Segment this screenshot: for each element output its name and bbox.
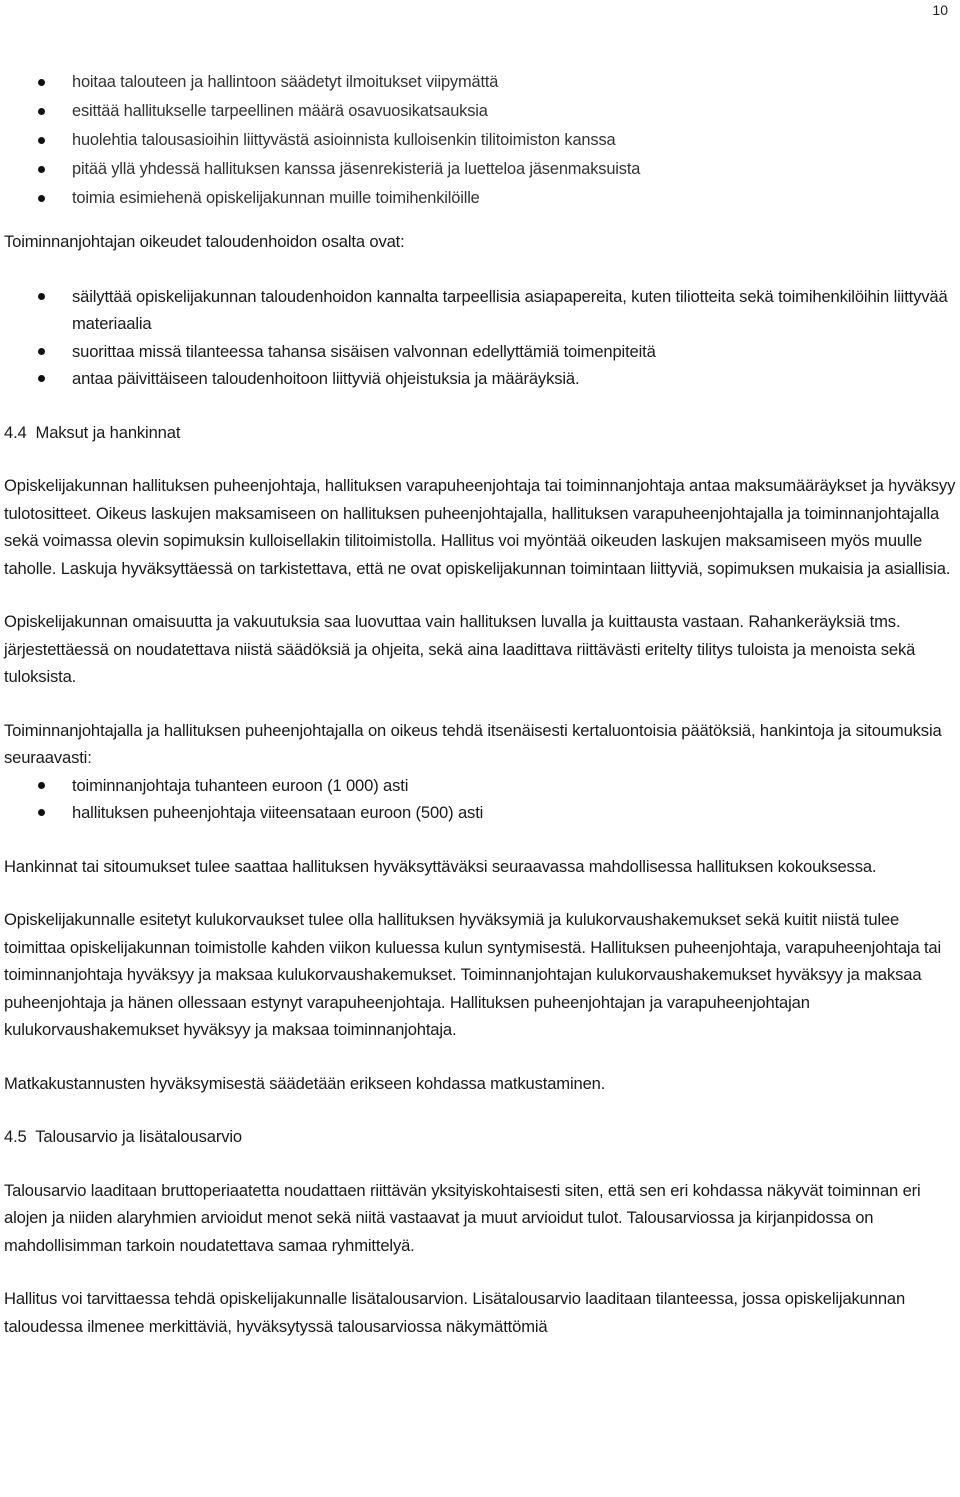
paragraph: Hankinnat tai sitoumukset tulee saattaa hallituksen hyväksyttäväksi seuraavassa mahdollisessa hallituksen kokouksessa.: [4, 856, 877, 876]
paragraph: Hallitus voi tarvittaessa tehdä opiskelijakunnalle lisätalousarvion. Lisätalousarvio laaditaan tilanteessa, jossa opiskelijakunnan taloudessa ilmenee merkittäviä, hyväksytyssä talousarviossa näkymättömiä: [4, 1289, 906, 1336]
list-item: toimia esimiehenä opiskelijakunnan muille toimihenkilöille: [4, 184, 959, 213]
rights-list: [4, 283, 959, 393]
list-item: suorittaa missä tilanteessa tahansa sisäisen valvonnan edellyttämiä toimenpiteitä: [4, 338, 959, 366]
page-number: 10: [932, 2, 948, 18]
section-heading-4-4: 4.4 Maksut ja hankinnat: [4, 422, 181, 442]
list-item: esittää hallitukselle tarpeellinen määrä osavuosikatsauksia: [4, 97, 959, 126]
paragraph: Opiskelijakunnalle esitetyt kulukorvaukset tulee olla hallituksen hyväksymiä ja kulukorvaushakemukset sekä kuitit niistä tulee toimittaa opiskelijakunnan toimistolle kahden viikon kuluessa kulun syntymisestä. Hallituksen puheenjohtaja, varapuheenjohtaja tai toiminnanjohtaja hyväksyy ja maksaa kulukorvaushakemukset. Toiminnanjohtajan kulukorvaushakemukset hyväksyy ja maksaa puheenjohtaja ja hänen ollessaan estynyt varapuheenjohtaja. Hallituksen puheenjohtajan ja varapuheenjohtajan kulukorvaushakemukset hyväksyy ja maksaa toiminnanjohtaja.: [4, 910, 942, 1039]
list-item: hallituksen puheenjohtaja viiteensataan euroon (500) asti: [4, 799, 959, 827]
paragraph: Opiskelijakunnan hallituksen puheenjohtaja, hallituksen varapuheenjohtaja tai toiminnanjohtaja antaa maksumääräykset ja hyväksyy tulotositteet. Oikeus laskujen maksamiseen on hallituksen puheenjohtajalla, hallituksen varapuheenjohtajalla ja toiminnanjohtajalla sekä voimassa olevin sopimuksin kulloisellakin tilitoimistolla. Hallitus voi myöntää oikeuden laskujen maksamiseen myös muulle taholle. Laskuja hyväksyttäessä on tarkistettava, että ne ovat opiskelijakunnan toimintaan liittyviä, sopimuksen mukaisia ja asiallisia.: [4, 476, 956, 578]
paragraph: Opiskelijakunnan omaisuutta ja vakuutuksia saa luovuttaa vain hallituksen luvalla ja kuittausta vastaan. Rahankeräyksiä tms. järjestettäessä on noudatettava niistä säädöksiä ja ohjeita, sekä aina laadittava riittävästi eritelty tilitys tuloista ja menoista sekä tuloksista.: [4, 612, 916, 686]
rights-heading: Toiminnanjohtajan oikeudet taloudenhoidon osalta ovat:: [4, 232, 405, 251]
list-item: toiminnanjohtaja tuhanteen euroon (1 000) asti: [4, 772, 959, 800]
list-item: hoitaa talouteen ja hallintoon säädetyt ilmoitukset viipymättä: [4, 68, 959, 97]
paragraph: Toiminnanjohtajalla ja hallituksen puheenjohtajalla on oikeus tehdä itsenäisesti kertaluontoisia päätöksiä, hankintoja ja sitoumuksia seuraavasti:: [4, 720, 942, 767]
duties-list: [4, 68, 959, 213]
section-heading-4-5: 4.5 Talousarvio ja lisätalousarvio: [4, 1127, 242, 1146]
list-item: säilyttää opiskelijakunnan taloudenhoidon kannalta tarpeellisia asiapapereita, kuten tiliotteita sekä toimihenkilöihin liittyvää materiaalia: [4, 283, 959, 338]
document-body: [4, 68, 959, 1340]
list-item: huolehtia talousasioihin liittyvästä asioinnista kulloisenkin tilitoimiston kanssa: [4, 126, 959, 155]
list-item: antaa päivittäiseen taloudenhoitoon liittyviä ohjeistuksia ja määräyksiä.: [4, 365, 959, 393]
paragraph: Talousarvio laaditaan bruttoperiaatetta noudattaen riittävän yksityiskohtaisesti siten, että sen eri kohdassa näkyvät toiminnan eri alojen ja niiden alaryhmien arvioidut menot sekä niitä vastaavat ja muut arvioidut tulot. Talousarviossa ja kirjanpidossa on mahdollisimman tarkoin noudatettava samaa ryhmittelyä.: [4, 1180, 921, 1255]
list-item: pitää yllä yhdessä hallituksen kanssa jäsenrekisteriä ja luetteloa jäsenmaksuista: [4, 155, 959, 184]
limits-list: [4, 772, 959, 827]
paragraph: Matkakustannusten hyväksymisestä säädetään erikseen kohdassa matkustaminen.: [4, 1073, 606, 1093]
